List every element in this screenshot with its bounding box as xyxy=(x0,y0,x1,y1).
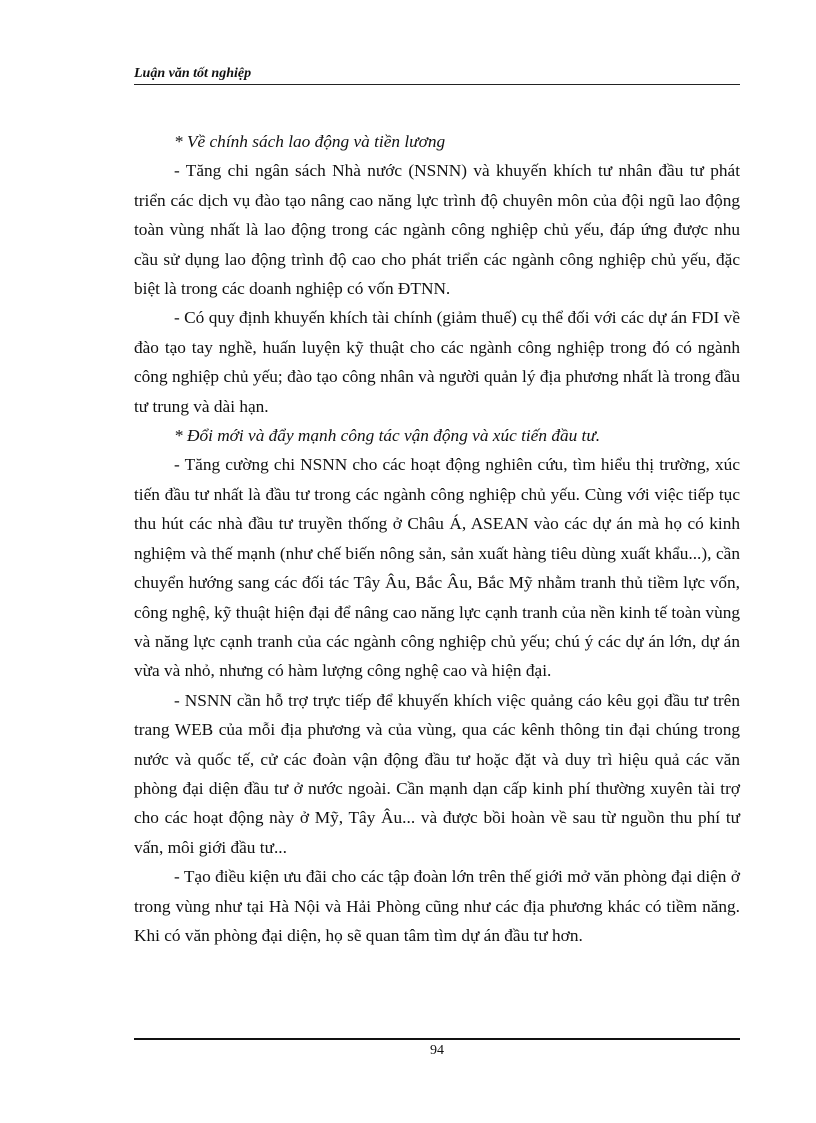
paragraph-fdi-tax-incentives: - Có quy định khuyến khích tài chính (giảm thuế) cụ thể đối với các dự án FDI về đào tạo tay nghề, huấn luyện kỹ thuật cho các ngành công nghiệp trong đó có ngành công nghiệp chủ yếu; đào tạo công nhân và người quản lý địa phương nhất là trong đầu tư trung và dài hạn. xyxy=(134,308,740,416)
header-title: Luận văn tốt nghiệp xyxy=(134,66,252,81)
footer-divider xyxy=(134,1038,740,1040)
paragraph-web-advertising-offices: - NSNN cần hỗ trợ trực tiếp để khuyến khích việc quảng cáo kêu gọi đầu tư trên trang WEB của mỗi địa phương và của vùng, qua các kênh thông tin đại chúng trong nước và quốc tế, cử các đoàn vận động đầu tư hoặc đặt và duy trì hiệu quả các văn phòng đại diện đầu tư ở nước ngoài. Cần mạnh dạn cấp kinh phí thường xuyên tài trợ cho các hoạt động này ở Mỹ, Tây Âu... và được bồi hoàn về sau từ nguồn thu phí tư vấn, môi giới đầu tư... xyxy=(134,690,740,857)
header-divider xyxy=(134,84,740,85)
section-heading-labor-wage-policy: * Về chính sách lao động và tiền lương xyxy=(174,132,446,151)
section-heading-investment-promotion: * Đổi mới và đẩy mạnh công tác vận động và xúc tiến đầu tư. xyxy=(174,426,601,446)
paragraph-market-research-promotion: - Tăng cường chi NSNN cho các hoạt động nghiên cứu, tìm hiểu thị trường, xúc tiến đầu tư nhất là đầu tư trong các ngành công nghiệp chủ yếu. Cùng với việc tiếp tục thu hút các nhà đầu tư truyền thống ở Châu Á, ASEAN vào các dự án mà họ có kinh nghiệm và thế mạnh (như chế biến nông sản, sản xuất hàng tiêu dùng xuất khẩu...), cần chuyển hướng sang các đối tác Tây Âu, Bắc Âu, Bắc Mỹ nhằm tranh thủ tiềm lực vốn, công nghệ, kỹ thuật hiện đại để nâng cao năng lực cạnh tranh của nền kinh tế toàn vùng và năng lực cạnh tranh của các ngành công nghiệp chủ yếu; chú ý các dự án lớn, dự án vừa và nhỏ, nhưng có hàm lượng công nghệ cao và hiện đại. xyxy=(134,455,740,681)
paragraph-representative-offices: - Tạo điều kiện ưu đãi cho các tập đoàn lớn trên thế giới mở văn phòng đại diện ở trong vùng như tại Hà Nội và Hải Phòng cũng như các địa phương khác có tiềm năng. Khi có văn phòng đại diện, họ sẽ quan tâm tìm dự án đầu tư hơn. xyxy=(134,867,740,945)
document-body xyxy=(134,127,740,950)
paragraph-state-budget-training: - Tăng chi ngân sách Nhà nước (NSNN) và khuyến khích tư nhân đầu tư phát triển các dịch vụ đào tạo nâng cao năng lực trình độ chuyên môn của đội ngũ lao động toàn vùng nhất là lao động trong các ngành công nghiệp chủ yếu, đáp ứng được nhu cầu sử dụng lao động trình độ cao cho phát triển các ngành công nghiệp chủ yếu, đặc biệt là trong các doanh nghiệp có vốn ĐTNN. xyxy=(134,161,740,299)
page-number: 94 xyxy=(430,1043,444,1058)
